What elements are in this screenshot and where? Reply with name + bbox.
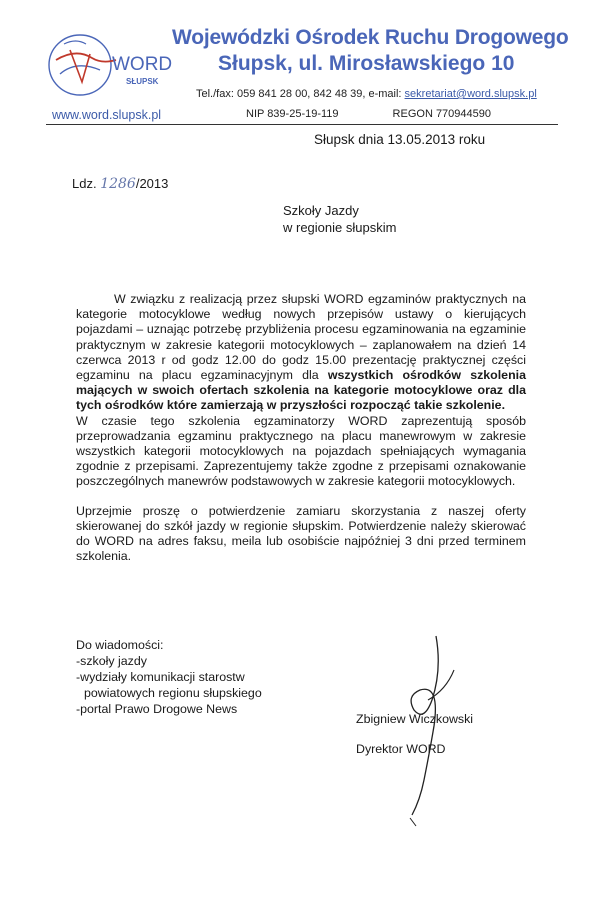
letter-body xyxy=(76,292,526,564)
cc-list xyxy=(76,637,262,717)
recipient-line-2: w regionie słupskim xyxy=(283,220,397,235)
cc-item: -portal Prawo Drogowe News xyxy=(76,702,238,716)
paragraph-1 xyxy=(76,292,526,414)
cc-item: powiatowych regionu słupskiego xyxy=(84,686,262,700)
word-logo xyxy=(46,30,182,100)
reference-number xyxy=(72,176,168,192)
header-divider xyxy=(46,124,558,125)
reference-prefix: Ldz. xyxy=(72,176,97,191)
org-name: Wojewódzki Ośrodek Ruchu Drogowego xyxy=(172,26,569,49)
cc-item: -szkoły jazdy xyxy=(76,654,147,668)
recipient-block xyxy=(283,202,396,236)
recipient-line-1: Szkoły Jazdy xyxy=(283,203,359,218)
letter-date: Słupsk dnia 13.05.2013 roku xyxy=(314,132,486,147)
contact-line xyxy=(196,88,537,100)
nip-number: NIP 839-25-19-119 xyxy=(246,108,339,120)
paragraph-3: Uprzejmie proszę o potwierdzenie zamiaru skorzystania z naszej oferty skierowanej do szkół jazdy w regionie słupskim. Potwierdzenie należy skierować do WORD na adres faksu, meila lub osobiście najpóźniej 3 dni przed terminem szkolenia. xyxy=(76,503,526,564)
cc-heading: Do wiadomości: xyxy=(76,638,164,652)
contact-email-link[interactable]: sekretariat@word.slupsk.pl xyxy=(404,88,537,100)
paragraph-1-text: W związku z realizacją przez słupski WORD egzaminów praktycznych na kategorie motocyklowe według nowych przepisów ustawy o kierujących pojazdami – uznając potrzebę przybliżenia procesu egzaminowania na egzaminie praktycznym w zakresie kategorii motocyklowych – zaplanowałem na dzień 14 czerwca 2013 r od godz 12.00 do godz 15.00 prezentację praktycznej części egzaminu na placu egzaminacyjnym dla xyxy=(76,292,526,383)
reference-handwritten-number: 1286 xyxy=(100,176,136,192)
contact-phone: Tel./fax: 059 841 28 00, 842 48 39, e-mail: xyxy=(196,88,402,100)
signatory-name: Zbigniew Wiczkowski xyxy=(356,712,474,726)
org-address: Słupsk, ul. Mirosławskiego 10 xyxy=(218,52,515,75)
regon-number: REGON 770944590 xyxy=(392,108,491,120)
logo-word-text: WORD xyxy=(112,54,173,75)
cc-item: -wydziały komunikacji starostw xyxy=(76,670,245,684)
paragraph-2: W czasie tego szkolenia egzaminatorzy WORD zaprezentują sposób przeprowadzania egzaminu praktycznego na placu manewrowym w zakresie wszystkich kategorii motocyklowych na pojazdach spełniających wymagania zgodnie z przepisami. Zaprezentujemy także zgodne z przepisami oznakowanie poszczególnych manewrów podstawowych w zakresie kategorii motocyklowych. xyxy=(76,413,526,489)
logo-city-text: SŁUPSK xyxy=(126,77,159,86)
registry-ids xyxy=(246,108,491,120)
paragraph-1-bold: wszystkich ośrodków szkolenia mających w swoich ofertach szkolenia na kategorie motocyklowe oraz dla tych ośrodków które zamierzają w przyszłości rozpocząć takie szkolenie. xyxy=(76,368,526,413)
reference-suffix: /2013 xyxy=(135,176,169,191)
website-link[interactable]: www.word.slupsk.pl xyxy=(52,108,162,122)
signatory-title: Dyrektor WORD xyxy=(356,742,446,756)
handwritten-signature xyxy=(384,630,470,830)
